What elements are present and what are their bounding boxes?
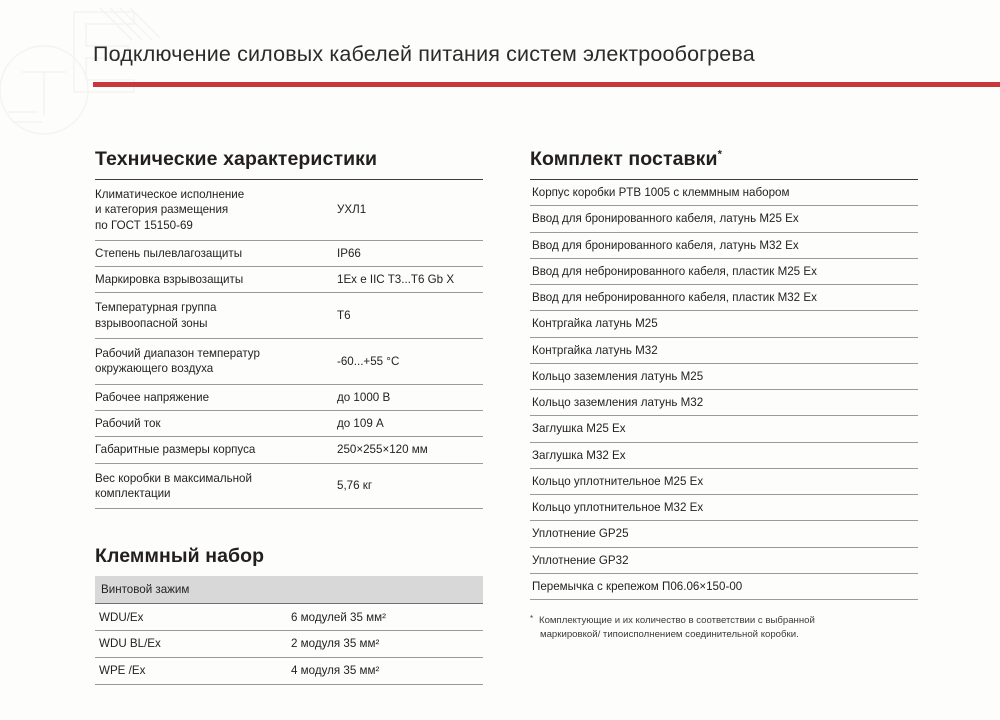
technical-specs-table (95, 180, 483, 509)
technical-specs-body (95, 180, 483, 509)
kit-row (530, 206, 918, 232)
terminal-row (95, 631, 483, 658)
spec-value: -60...+55 °C (337, 339, 483, 385)
spec-value: T6 (337, 293, 483, 339)
spec-row (95, 463, 483, 509)
kit-item-label: Кольцо заземления латунь M25 (530, 363, 918, 389)
kit-row (530, 285, 918, 311)
right-column (530, 148, 918, 642)
footnote (530, 614, 909, 642)
kit-item-label: Кольцо заземления латунь M32 (530, 390, 918, 416)
kit-item-label: Ввод для небронированного кабеля, пластик M32 Ex (530, 285, 918, 311)
spec-row (95, 240, 483, 266)
terminal-type: WDU/Ex (95, 604, 289, 631)
spec-label: Рабочее напряжение (95, 384, 337, 410)
terminal-header-row (95, 576, 483, 604)
spec-value: 250×255×120 мм (337, 437, 483, 463)
spec-row (95, 437, 483, 463)
kit-item-label: Контргайка латунь M25 (530, 311, 918, 337)
spec-label: Климатическое исполнение и категория размещения по ГОСТ 15150-69 (95, 180, 337, 240)
terminal-section (95, 545, 483, 685)
spec-label: Рабочий диапазон температур окружающего воздуха (95, 339, 337, 385)
spec-row (95, 410, 483, 436)
kit-row (530, 337, 918, 363)
kit-row (530, 468, 918, 494)
kit-item-label: Ввод для небронированного кабеля, пластик M25 Ex (530, 258, 918, 284)
terminal-heading: Клеммный набор (95, 545, 265, 568)
terminal-row (95, 604, 483, 631)
delivery-kit-body (530, 180, 918, 600)
kit-row (530, 390, 918, 416)
kit-item-label: Контргайка латунь M32 (530, 337, 918, 363)
kit-row (530, 442, 918, 468)
terminal-header-label: Винтовой зажим (95, 576, 483, 604)
footnote-asterisk: * (530, 614, 534, 623)
terminal-set-table (95, 576, 483, 685)
spec-label: Температурная группа взрывоопасной зоны (95, 293, 337, 339)
spec-row (95, 267, 483, 293)
header-accent-bar (93, 82, 1000, 87)
kit-item-label: Ввод для бронированного кабеля, латунь M32 Ex (530, 232, 918, 258)
kit-item-label: Ввод для бронированного кабеля, латунь M25 Ex (530, 206, 918, 232)
kit-item-label: Кольцо уплотнительное M32 Ex (530, 495, 918, 521)
kit-row (530, 547, 918, 573)
spec-label: Габаритные размеры корпуса (95, 437, 337, 463)
kit-heading (530, 148, 918, 179)
terminal-quantity: 6 модулей 35 мм² (289, 604, 483, 631)
kit-item-label: Корпус коробки PTB 1005 с клеммным набором (530, 180, 918, 206)
terminal-type: WDU BL/Ex (95, 631, 289, 658)
kit-row (530, 258, 918, 284)
kit-row (530, 416, 918, 442)
spec-value: 1Ex e IIC T3...T6 Gb X (337, 267, 483, 293)
kit-item-label: Заглушка M32 Ex (530, 442, 918, 468)
spec-row (95, 339, 483, 385)
spec-value: 5,76 кг (337, 463, 483, 509)
kit-item-label: Заглушка M25 Ex (530, 416, 918, 442)
kit-row (530, 180, 918, 206)
spec-label: Маркировка взрывозащиты (95, 267, 337, 293)
spec-row (95, 180, 483, 240)
kit-row (530, 311, 918, 337)
terminal-quantity: 2 модуля 35 мм² (289, 631, 483, 658)
spec-value: IP66 (337, 240, 483, 266)
terminal-row (95, 657, 483, 684)
specs-heading: Технические характеристики (95, 148, 378, 170)
kit-item-label: Уплотнение GP32 (530, 547, 918, 573)
spec-value: до 1000 В (337, 384, 483, 410)
spec-label: Вес коробки в максимальной комплектации (95, 463, 337, 509)
spec-row (95, 384, 483, 410)
kit-row (530, 232, 918, 258)
page-title: Подключение силовых кабелей питания систем электрообогрева (93, 42, 755, 66)
left-column (95, 148, 483, 685)
kit-row (530, 363, 918, 389)
kit-row (530, 521, 918, 547)
kit-heading-asterisk: * (717, 148, 722, 161)
kit-item-label: Кольцо уплотнительное M25 Ex (530, 468, 918, 494)
spec-row (95, 293, 483, 339)
kit-item-label: Перемычка с крепежом П06.06×150-00 (530, 573, 918, 599)
spec-label: Рабочий ток (95, 410, 337, 436)
footnote-line-2: маркировкой/ типоисполнением соединительной коробки. (540, 628, 799, 640)
spec-value: до 109 A (337, 410, 483, 436)
terminal-set-body (95, 576, 483, 684)
kit-row (530, 495, 918, 521)
watermark-logo (0, 0, 182, 144)
terminal-quantity: 4 модуля 35 мм² (289, 657, 483, 684)
kit-item-label: Уплотнение GP25 (530, 521, 918, 547)
delivery-kit-table (530, 180, 918, 600)
terminal-type: WPE /Ex (95, 657, 289, 684)
footnote-line-1: Комплектующие и их количество в соответствии с выбранной (539, 615, 815, 626)
spec-value: УХЛ1 (337, 180, 483, 240)
kit-heading-label: Комплект поставки (530, 148, 718, 170)
spec-label: Степень пылевлагозащиты (95, 240, 337, 266)
kit-row (530, 573, 918, 599)
